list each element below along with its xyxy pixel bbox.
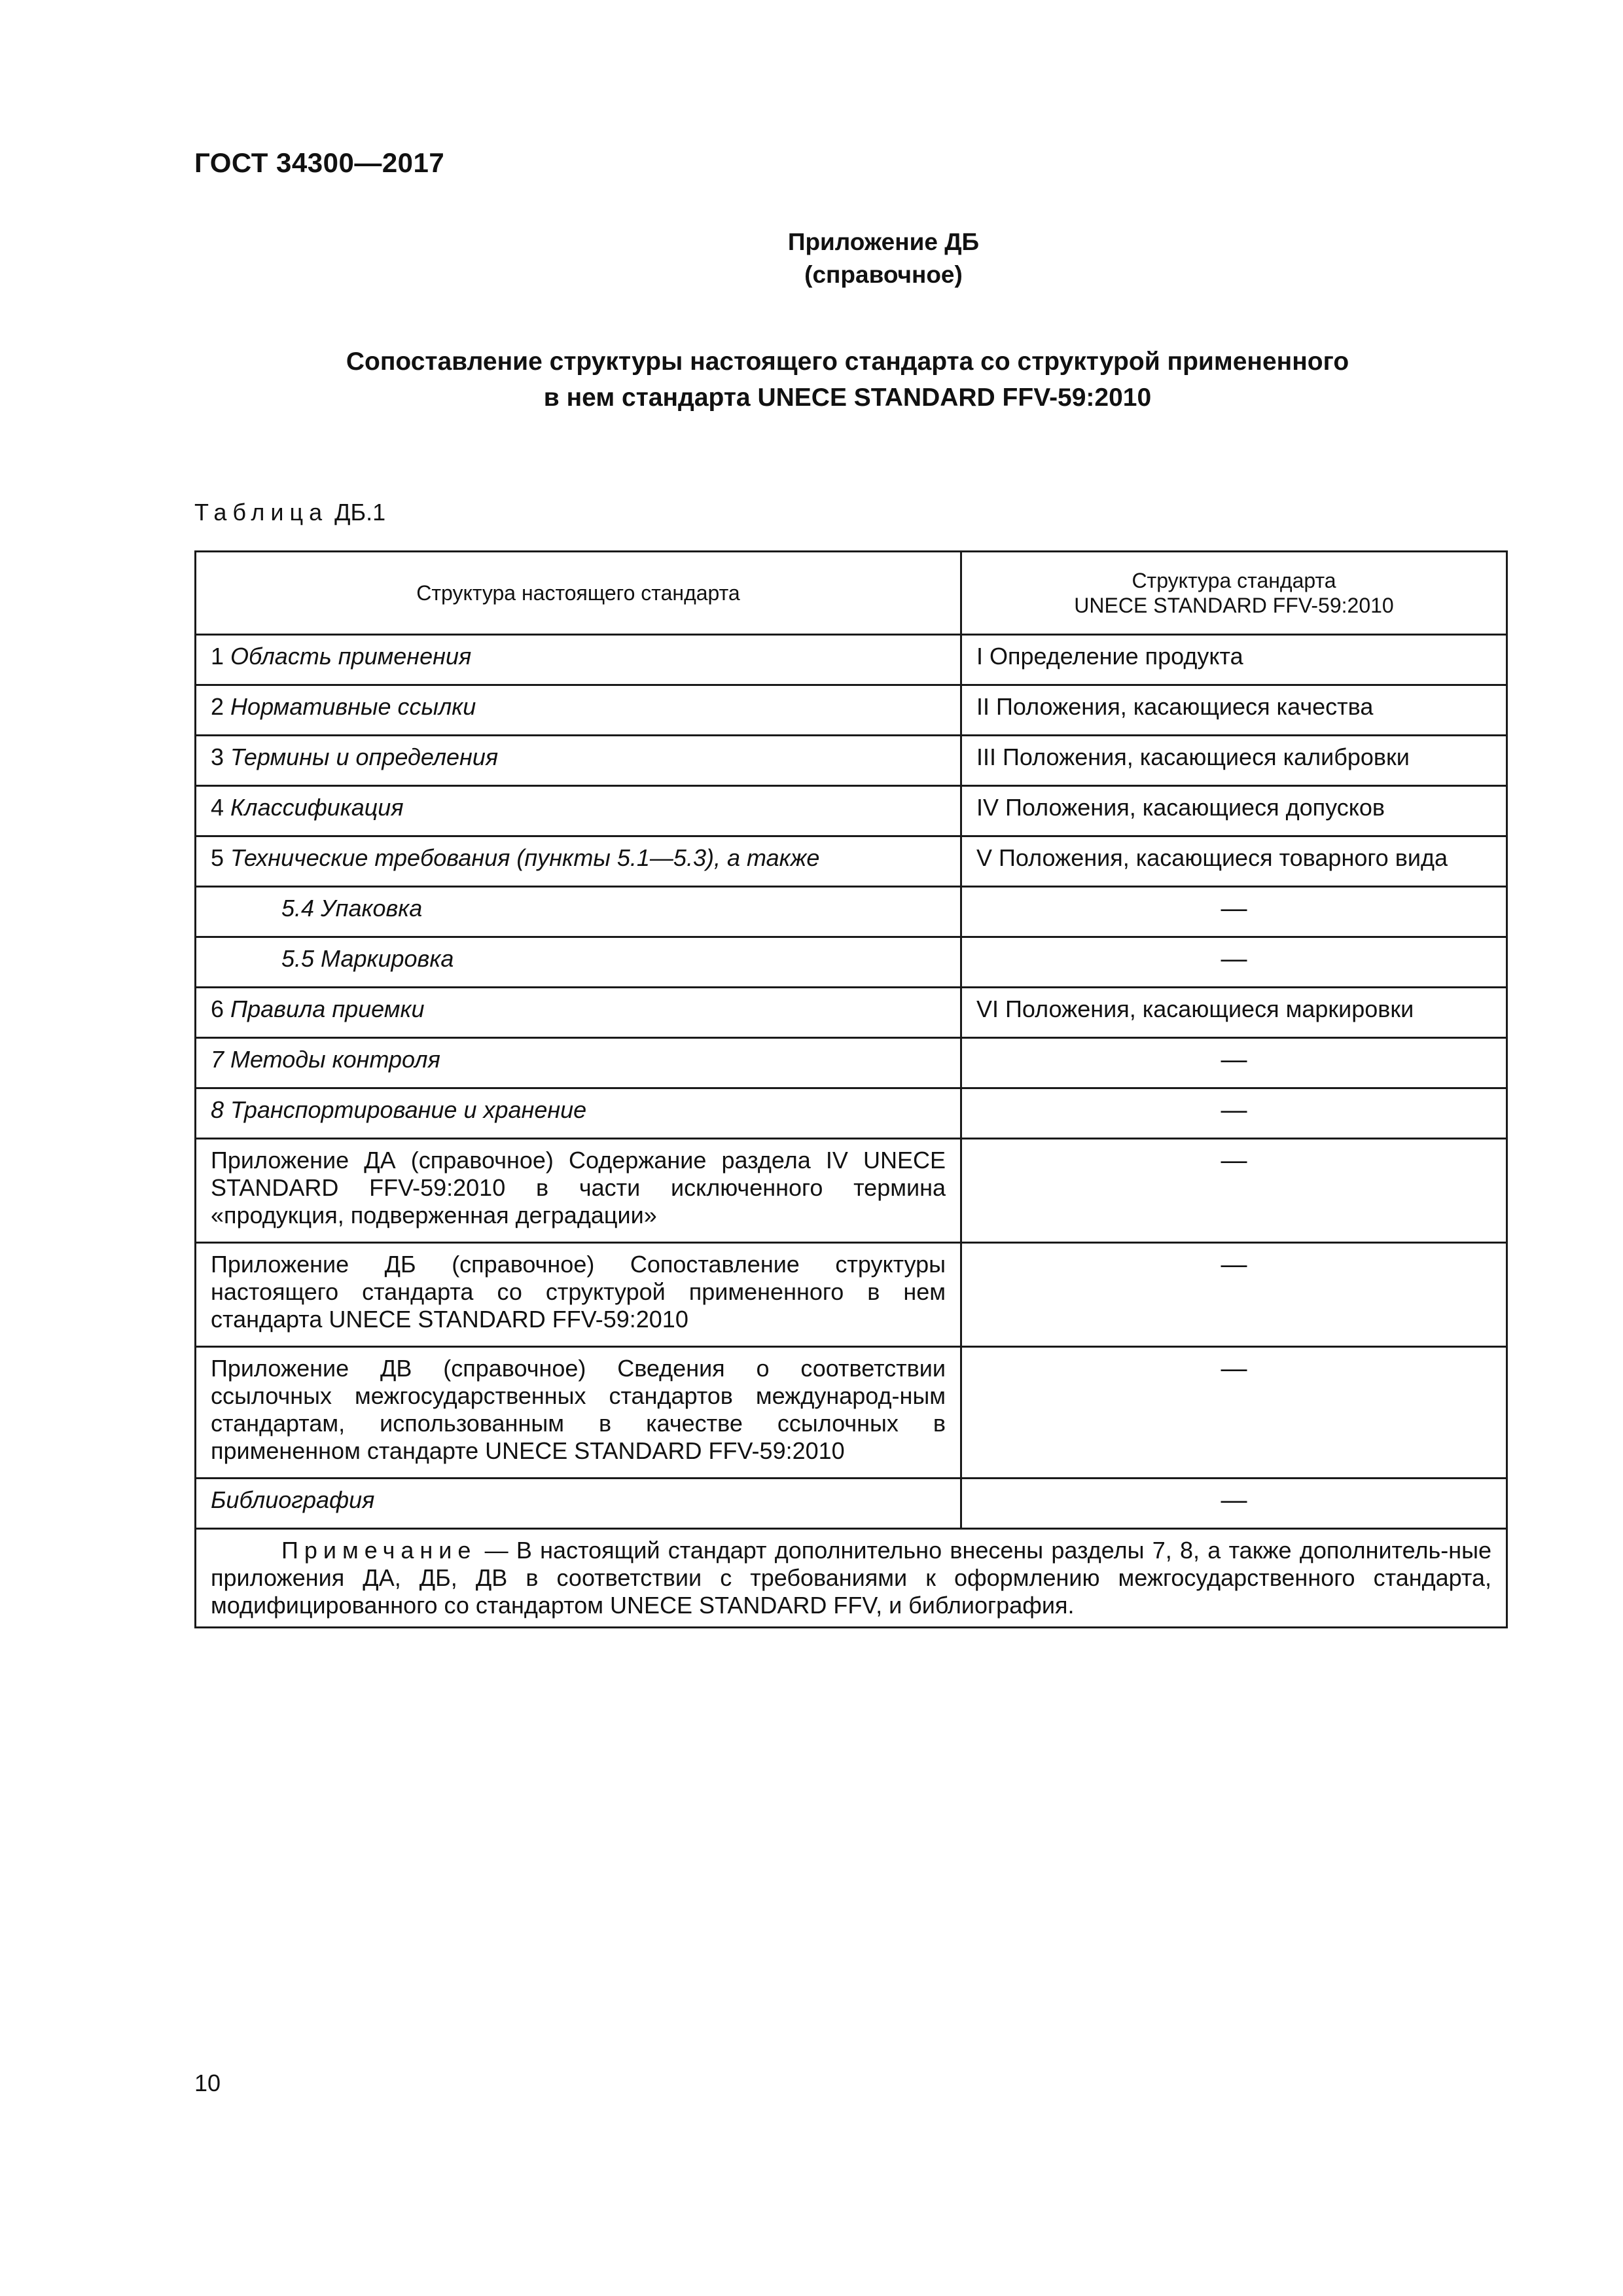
row-left-cell [196,836,961,887]
table-row [196,635,1507,685]
appendix-heading [746,226,1021,291]
row-left-cell: 7 Методы контроля [196,1038,961,1088]
row-left-text: Термины и определения [230,744,499,770]
table-caption-number: ДБ.1 [334,499,386,526]
table-row [196,1088,1507,1139]
title-line-1: Сопоставление структуры настоящего стандарта со структурой примененного [346,348,1349,376]
table-row [196,685,1507,736]
table-row [196,836,1507,887]
note-text: — В настоящий стандарт дополнительно внесены разделы 7, 8, а также дополнитель-ные приложения ДА, ДБ, ДВ в соответствии с требованиями к оформлению межгосударственного стандарта, модифицированного со стандартом UNECE STANDARD FFV, и библиография. [211,1537,1491,1619]
table-row [196,988,1507,1038]
header-right-line-1: Структура стандарта [1132,569,1336,592]
row-left-text: Область применения [230,643,472,670]
row-number: 3 [211,744,224,770]
table-row [196,887,1507,937]
row-right-cell: — [961,1479,1507,1529]
note-cell [196,1529,1507,1628]
table-row [196,736,1507,786]
row-left-text: Классификация [230,794,404,821]
header-cell-left: Структура настоящего стандарта [196,552,961,635]
header-right-line-2: UNECE STANDARD FFV-59:2010 [1074,594,1394,617]
row-left-cell: Приложение ДА (справочное) Содержание раздела IV UNECE STANDARD FFV-59:2010 в части исключенного термина «продукция, подверженная деградации» [196,1139,961,1243]
row-left-cell: Приложение ДБ (справочное) Сопоставление структуры настоящего стандарта со структурой примененного в нем стандарта UNECE STANDARD FFV-59:2010 [196,1243,961,1347]
row-number: 6 [211,996,224,1022]
row-left-cell [196,786,961,836]
row-number: 5 [211,844,224,871]
row-left-cell [196,635,961,685]
row-left-text: Технические требования (пункты 5.1—5.3), а также [230,844,820,871]
row-right-cell: II Положения, касающиеся качества [961,685,1507,736]
row-right-cell: — [961,1347,1507,1479]
row-left-cell [196,988,961,1038]
structure-comparison-table [194,550,1508,1628]
row-left-cell: Приложение ДВ (справочное) Сведения о соответствии ссылочных межгосударственных стандартов международ-ным стандартам, использованным в качестве ссылочных в примененном стандарте UNECE STANDARD FFV-59:2010 [196,1347,961,1479]
appendix-name: Приложение ДБ [787,228,980,255]
page-number: 10 [194,2070,221,2096]
row-right-cell: — [961,1243,1507,1347]
row-left-text: Нормативные ссылки [230,693,476,720]
row-left-cell: 5.4 Упаковка [196,887,961,937]
document-title [249,344,1446,416]
row-right-cell: VI Положения, касающиеся маркировки [961,988,1507,1038]
table-note-row [196,1529,1507,1628]
table-row [196,1479,1507,1529]
header-cell-right [961,552,1507,635]
row-number: 1 [211,643,224,670]
row-right-cell: — [961,1038,1507,1088]
row-right-cell: — [961,1088,1507,1139]
row-right-cell: — [961,1139,1507,1243]
table-row [196,1347,1507,1479]
row-left-cell: Библиография [196,1479,961,1529]
row-right-cell: — [961,887,1507,937]
table-caption-label: Таблица [194,499,329,526]
row-number: 2 [211,693,224,720]
row-right-cell: — [961,937,1507,988]
table-row [196,1243,1507,1347]
appendix-kind: (справочное) [804,261,963,288]
row-left-cell [196,685,961,736]
table-row [196,937,1507,988]
table-row [196,1139,1507,1243]
table-header-row [196,552,1507,635]
table-caption [194,499,385,526]
row-right-cell: III Положения, касающиеся калибровки [961,736,1507,786]
row-left-cell: 8 Транспортирование и хранение [196,1088,961,1139]
row-number: 4 [211,794,224,821]
table-row [196,786,1507,836]
row-left-cell: 5.5 Маркировка [196,937,961,988]
row-right-cell: I Определение продукта [961,635,1507,685]
document-number: ГОСТ 34300—2017 [194,147,445,178]
row-left-text: Правила приемки [230,996,425,1022]
row-right-cell: V Положения, касающиеся товарного вида [961,836,1507,887]
row-right-cell: IV Положения, касающиеся допусков [961,786,1507,836]
note-label: Примечание [281,1537,477,1564]
row-left-cell [196,736,961,786]
title-line-2: в нем стандарта UNECE STANDARD FFV-59:2010 [543,384,1152,412]
table-row [196,1038,1507,1088]
